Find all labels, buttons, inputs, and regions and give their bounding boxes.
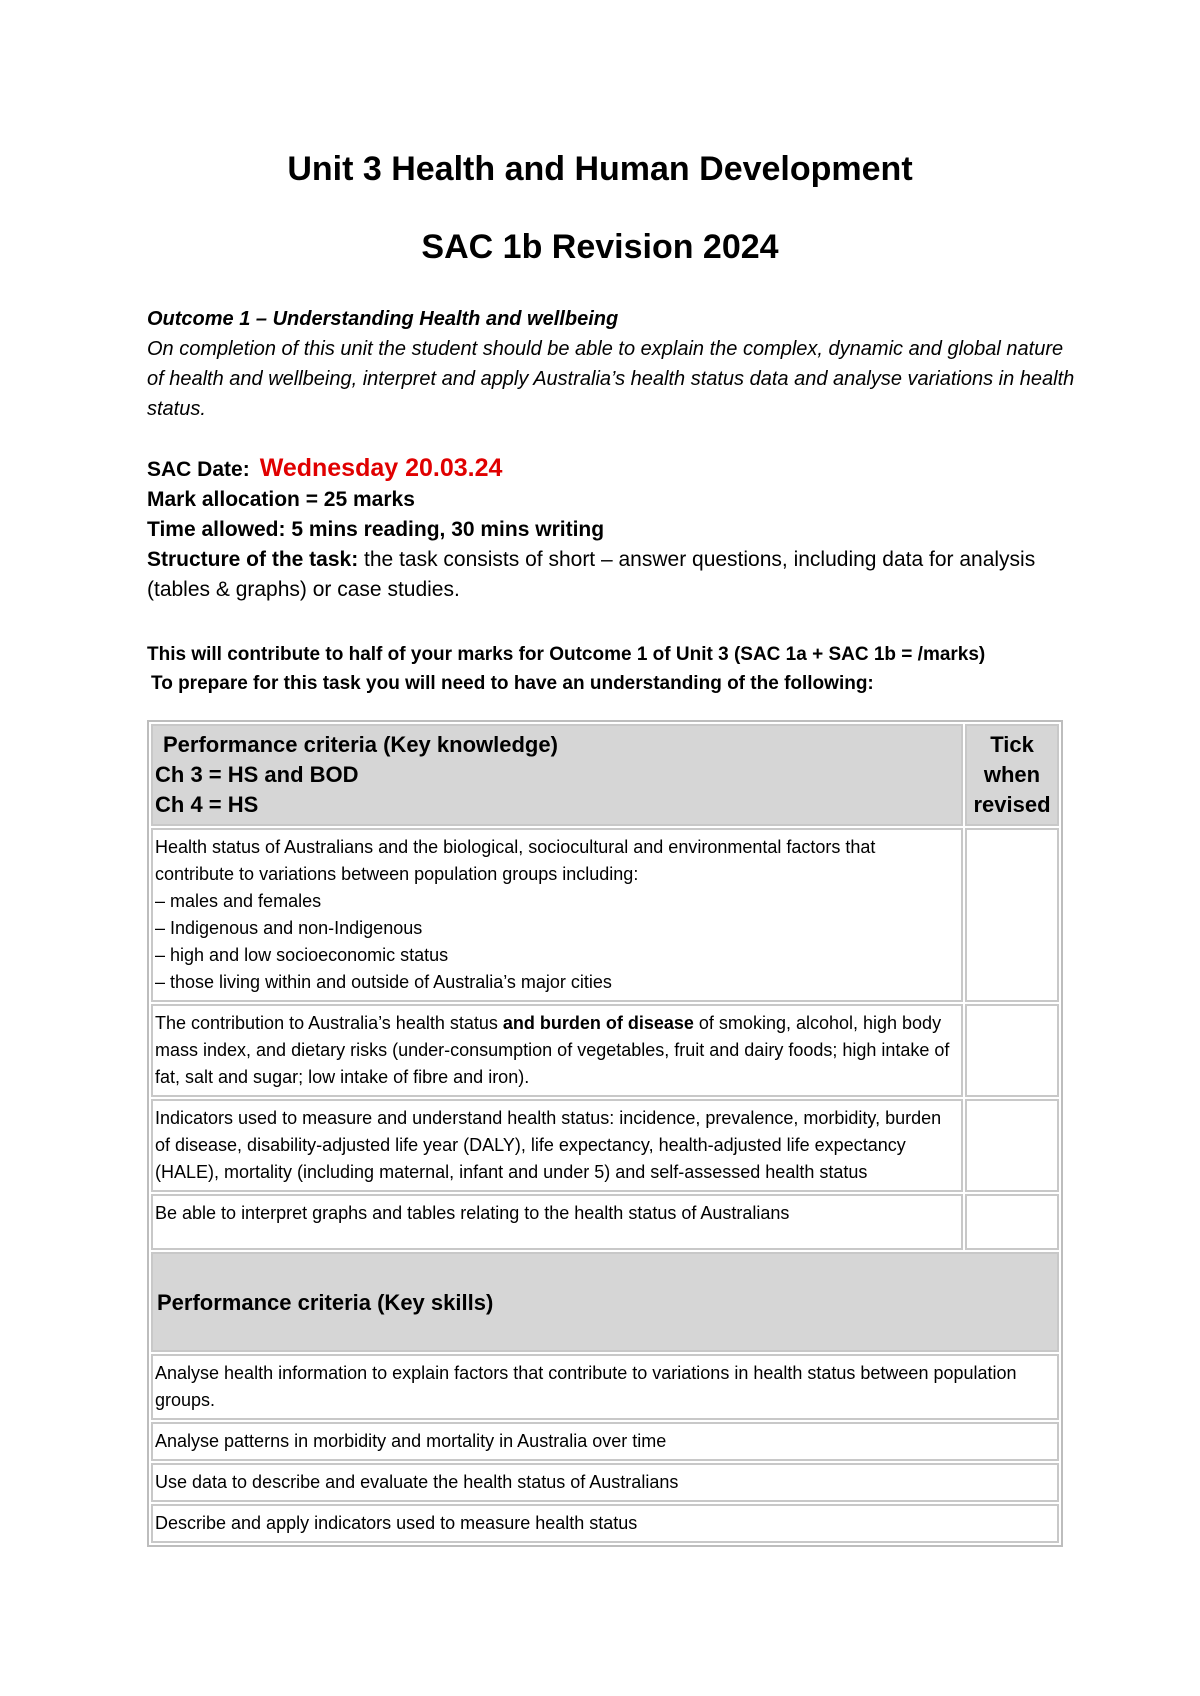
tick-box[interactable] bbox=[965, 1194, 1059, 1250]
criterion-emphasis: and burden of disease bbox=[502, 1013, 694, 1033]
sac-date-line bbox=[147, 453, 1087, 485]
page-subtitle: SAC 1b Revision 2024 bbox=[421, 228, 779, 266]
sac-info bbox=[147, 453, 1087, 605]
tick-box[interactable] bbox=[965, 1004, 1059, 1097]
table-row bbox=[151, 1354, 1059, 1420]
mark-allocation: Mark allocation = 25 marks bbox=[147, 488, 415, 511]
skill-item: Use data to describe and evaluate the health status of Australians bbox=[151, 1463, 1059, 1502]
contribution-note bbox=[147, 640, 1097, 698]
tick-header-line: when bbox=[983, 762, 1041, 787]
table-row bbox=[151, 828, 1059, 1002]
task-structure-label: Structure of the task: bbox=[147, 548, 359, 571]
criterion-text: of smoking, alcohol, high body mass index, and dietary risks (under-consumption of vegetables, fruit and dairy foods; high intake of fat, salt and sugar; low intake of fibre and iron). bbox=[155, 1013, 950, 1087]
table-row bbox=[151, 1504, 1059, 1543]
tick-header-line: revised bbox=[973, 792, 1051, 817]
knowledge-header-ch3: Ch 3 = HS and BOD bbox=[155, 762, 359, 787]
criterion-item: – those living within and outside of Australia’s major cities bbox=[155, 972, 612, 992]
skill-item: Analyse patterns in morbidity and mortality in Australia over time bbox=[151, 1422, 1059, 1461]
criterion-graphs: Be able to interpret graphs and tables relating to the health status of Australians bbox=[151, 1194, 963, 1250]
preparation-line: To prepare for this task you will need to have an understanding of the following: bbox=[151, 673, 874, 694]
table-row bbox=[151, 1422, 1059, 1461]
contribution-line: This will contribute to half of your marks for Outcome 1 of Unit 3 (SAC 1a + SAC 1b = /marks) bbox=[147, 644, 986, 665]
criterion-item: – high and low socioeconomic status bbox=[155, 945, 449, 965]
tick-box[interactable] bbox=[965, 828, 1059, 1002]
outcome-heading: Outcome 1 – Understanding Health and wellbeing bbox=[147, 308, 619, 330]
table-row bbox=[151, 1099, 1059, 1192]
time-allowed: Time allowed: 5 mins reading, 30 mins writing bbox=[147, 518, 605, 541]
knowledge-header-title: Performance criteria (Key knowledge) bbox=[163, 732, 558, 757]
criterion-intro: Health status of Australians and the biological, sociocultural and environmental factors that contribute to variations between population groups including: bbox=[155, 837, 876, 884]
tick-box[interactable] bbox=[965, 1099, 1059, 1192]
knowledge-header bbox=[151, 724, 963, 826]
outcome-description: On completion of this unit the student should be able to explain the complex, dynamic and global nature of health and wellbeing, interpret and apply Australia’s health status data and analyse variations in health status. bbox=[147, 338, 1075, 420]
outcome-section bbox=[147, 304, 1077, 424]
knowledge-header-row bbox=[151, 724, 1059, 826]
skill-item: Describe and apply indicators used to measure health status bbox=[151, 1504, 1059, 1543]
criterion-item: – males and females bbox=[155, 891, 322, 911]
skill-item: Analyse health information to explain factors that contribute to variations in health status between population groups. bbox=[151, 1354, 1059, 1420]
table-row bbox=[151, 1194, 1059, 1250]
table-row bbox=[151, 1004, 1059, 1097]
criterion-indicators: Indicators used to measure and understand health status: incidence, prevalence, morbidity, burden of disease, disability-adjusted life year (DALY), life expectancy, health-adjusted life expectancy (HALE), mortality (including maternal, infant and under 5) and self-assessed health status bbox=[151, 1099, 963, 1192]
criterion-item: – Indigenous and non-Indigenous bbox=[155, 918, 423, 938]
knowledge-header-ch4: Ch 4 = HS bbox=[155, 792, 259, 817]
table-row bbox=[151, 1463, 1059, 1502]
skills-header-row bbox=[151, 1252, 1059, 1352]
page-title: Unit 3 Health and Human Development bbox=[287, 150, 913, 188]
criterion-contribution bbox=[151, 1004, 963, 1097]
tick-header-line: Tick bbox=[990, 732, 1034, 757]
tick-header bbox=[965, 724, 1059, 826]
sac-date-label: SAC Date: bbox=[147, 458, 250, 481]
skills-header: Performance criteria (Key skills) bbox=[151, 1252, 1059, 1352]
sac-date-value: Wednesday 20.03.24 bbox=[259, 454, 503, 482]
task-structure bbox=[147, 545, 1087, 605]
criterion-health-status bbox=[151, 828, 963, 1002]
task-structure-text: the task consists of short – answer questions, including data for analysis (tables & graphs) or case studies. bbox=[147, 548, 1036, 601]
criteria-table bbox=[147, 720, 1063, 1547]
criterion-text: The contribution to Australia’s health status bbox=[155, 1013, 503, 1033]
